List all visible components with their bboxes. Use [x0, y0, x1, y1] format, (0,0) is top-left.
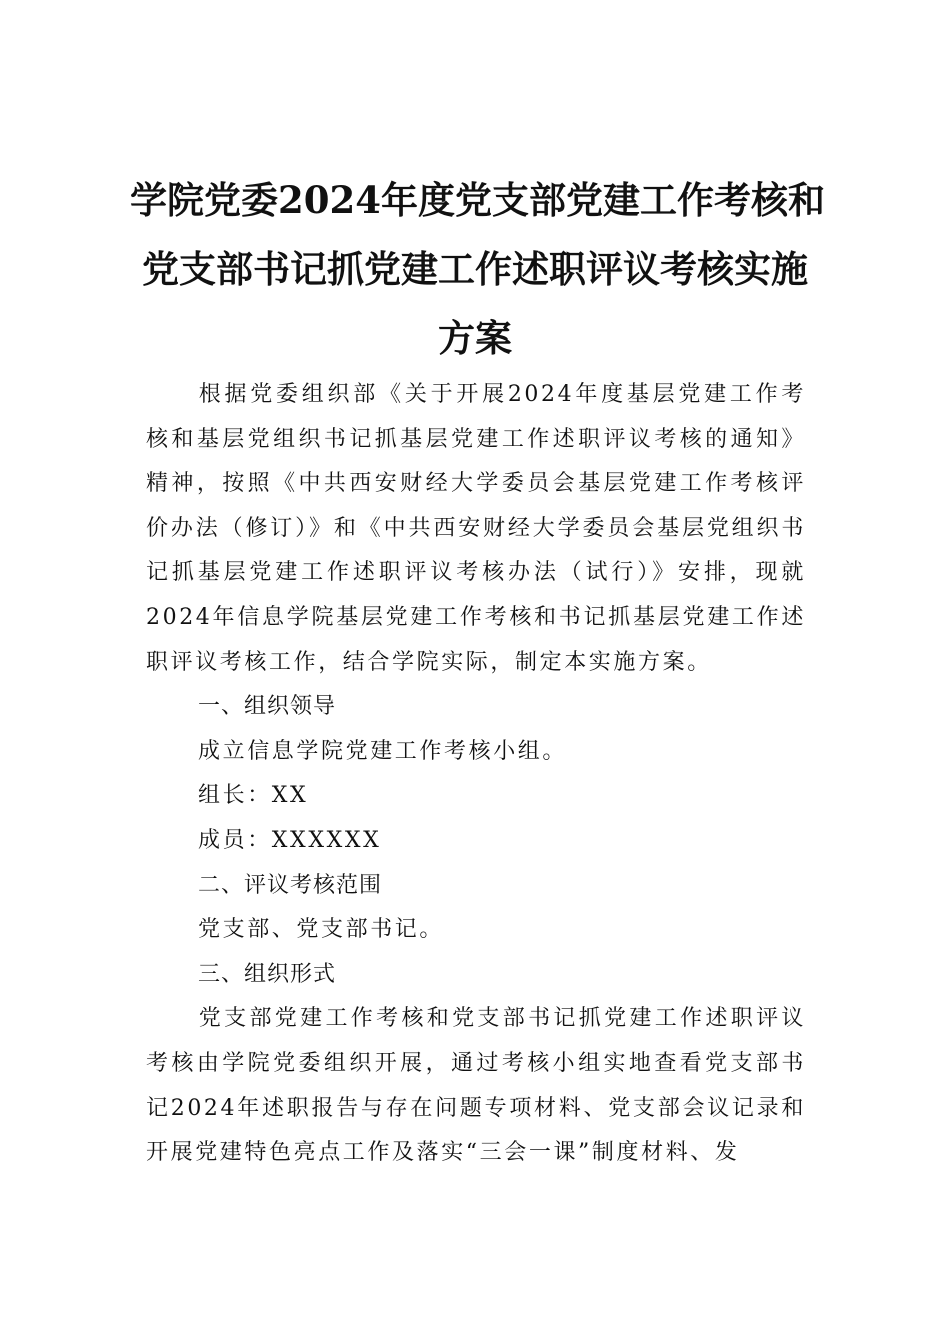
section-heading-organization: 一、组织领导 — [198, 694, 337, 720]
organization-text: 成立信息学院党建工作考核小组。 — [198, 738, 568, 764]
section-heading-form: 三、组织形式 — [198, 961, 337, 987]
intro-paragraph: 根据党委组织部《关于开展2024年度基层党建工作考核和基层党组织书记抓基层党建工作述职评议考核的通知》精神，按照《中共西安财经大学委员会基层党建工作考核评价办法（修订）》和《中共西安财经大学委员会基层党组织书记抓基层党建工作述职评议考核办法（试行）》安排，现就2024年信息学院基层党建工作考核和书记抓基层党建工作述职评议考核工作，结合学院实际，制定本实施方案。 — [146, 382, 806, 675]
document-body — [146, 373, 806, 1176]
document-title — [130, 166, 825, 373]
title-line-3: 方案 — [438, 316, 512, 360]
title-line-1: 学院党委2024年度党支部党建工作考核和 — [130, 178, 825, 222]
scope-text: 党支部、党支部书记。 — [198, 917, 445, 943]
section-heading-scope: 二、评议考核范围 — [198, 872, 383, 898]
group-members: 成员：XXXXXX — [198, 827, 382, 853]
group-leader: 组长：XX — [198, 783, 309, 809]
title-line-2: 党支部书记抓党建工作述职评议考核实施 — [142, 247, 808, 291]
form-paragraph: 党支部党建工作考核和党支部书记抓党建工作述职评议考核由学院党委组织开展，通过考核小组实地查看党支部书记2024年述职报告与存在问题专项材料、党支部会议记录和开展党建特色亮点工作及落实“三会一课”制度材料、发 — [146, 1006, 806, 1166]
